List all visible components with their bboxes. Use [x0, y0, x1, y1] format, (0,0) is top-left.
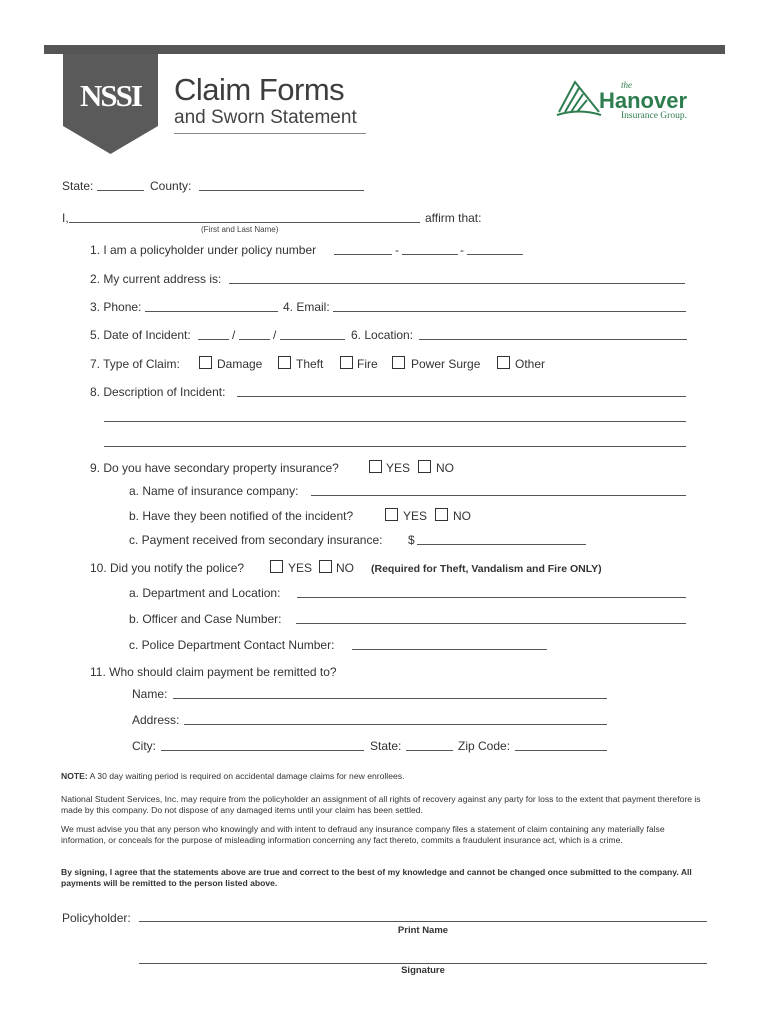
disclaimer-recovery: National Student Services, Inc. may require from the policyholder an assignment of all rights of recovery against any party for loss to the extent that payment therefore is made by this company. Do not dispose of any damaged items until your claim has been settled.	[61, 794, 701, 815]
q10-yes-label: YES	[288, 561, 313, 575]
q9c-label: c. Payment received from secondary insurance:	[129, 533, 383, 547]
q10-yes-checkbox[interactable]	[270, 560, 283, 573]
description-line-2[interactable]	[104, 421, 686, 422]
incident-year-field[interactable]	[280, 339, 345, 340]
checkbox-other[interactable]	[497, 356, 510, 369]
location-field[interactable]	[419, 339, 687, 340]
claim-type-theft: Theft	[296, 357, 324, 371]
q10-no-checkbox[interactable]	[319, 560, 332, 573]
q6-label: 6. Location:	[351, 328, 414, 342]
q10-label: 10. Did you notify the police?	[90, 561, 245, 575]
nssi-logo	[63, 54, 158, 154]
incident-month-field[interactable]	[198, 339, 229, 340]
q9b-no-checkbox[interactable]	[435, 508, 448, 521]
description-line-1[interactable]	[237, 396, 686, 397]
q1-label: 1. I am a policyholder under policy number	[90, 243, 317, 257]
insurance-company-field[interactable]	[311, 495, 686, 496]
print-name-label: Print Name	[397, 925, 449, 936]
q7-label: 7. Type of Claim:	[90, 357, 180, 371]
policy-number-part3[interactable]	[467, 254, 523, 255]
q9-no-label: NO	[436, 461, 454, 475]
payee-zip-field[interactable]	[515, 750, 607, 751]
note-text: A 30 day waiting period is required on accidental damage claims for new enrollees.	[87, 771, 405, 781]
q10a-label: a. Department and Location:	[129, 586, 281, 600]
policy-number-part1[interactable]	[334, 254, 392, 255]
payee-city-field[interactable]	[161, 750, 364, 751]
slash-1: /	[232, 328, 236, 342]
description-line-3[interactable]	[104, 446, 686, 447]
dash-2: -	[460, 243, 464, 257]
q11-name-label: Name:	[132, 687, 168, 701]
dollar-sign: $	[408, 533, 415, 547]
checkbox-damage[interactable]	[199, 356, 212, 369]
q11-address-label: Address:	[132, 713, 180, 727]
page-subtitle: and Sworn Statement	[174, 107, 357, 128]
county-field[interactable]	[199, 190, 364, 191]
county-label: County:	[150, 179, 192, 193]
q10c-label: c. Police Department Contact Number:	[129, 638, 335, 652]
q4-label: 4. Email:	[283, 300, 330, 314]
q9b-label: b. Have they been notified of the incident?	[129, 509, 354, 523]
hanover-logo	[555, 74, 715, 124]
address-field[interactable]	[229, 283, 685, 284]
q11-state-label: State:	[370, 739, 402, 753]
incident-day-field[interactable]	[239, 339, 270, 340]
logo-the: the	[621, 80, 632, 90]
full-name-field[interactable]	[69, 222, 420, 223]
q8-label: 8. Description of Incident:	[90, 385, 226, 399]
secondary-payment-field[interactable]	[417, 544, 586, 545]
claim-type-damage: Damage	[217, 357, 263, 371]
logo-name: Hanover	[599, 88, 688, 113]
signature-field[interactable]	[139, 963, 707, 964]
affirm-label: affirm that:	[425, 211, 482, 225]
q9-no-checkbox[interactable]	[418, 460, 431, 473]
q3-label: 3. Phone:	[90, 300, 142, 314]
claim-type-other: Other	[515, 357, 546, 371]
state-label: State:	[62, 179, 94, 193]
logo-sub: Insurance Group.	[621, 111, 687, 121]
q9b-yes-checkbox[interactable]	[385, 508, 398, 521]
state-field[interactable]	[97, 190, 144, 191]
name-hint: (First and Last Name)	[201, 225, 279, 234]
page-title: Claim Forms	[174, 72, 345, 107]
email-field[interactable]	[333, 311, 686, 312]
claim-type-power-surge: Power Surge	[411, 357, 481, 371]
q9-yes-checkbox[interactable]	[369, 460, 382, 473]
top-bar	[44, 45, 725, 54]
disclaimer-fraud: We must advise you that any person who knowingly and with intent to defraud any insurance company files a statement of claim containing any materially false information, or conceals for the purpose of misleading information concerning any fact thereto, commits a fraudulent insurance act, which is a crime.	[61, 824, 665, 845]
policyholder-label: Policyholder:	[62, 911, 131, 925]
q9-label: 9. Do you have secondary property insurance?	[90, 461, 339, 475]
policy-number-part2[interactable]	[402, 254, 458, 255]
phone-field[interactable]	[145, 311, 278, 312]
q10-no-label: NO	[336, 561, 354, 575]
checkbox-power-surge[interactable]	[392, 356, 405, 369]
note-label: NOTE:	[61, 771, 88, 781]
signing-agreement: By signing, I agree that the statements above are true and correct to the best of my knowledge and cannot be changed once submitted to the company. All payments will be remitted to the person listed above.	[61, 867, 692, 888]
department-location-field[interactable]	[297, 597, 686, 598]
slash-2: /	[273, 328, 277, 342]
officer-case-field[interactable]	[296, 623, 686, 624]
q11-city-label: City:	[132, 739, 156, 753]
q9b-yes-label: YES	[403, 509, 428, 523]
note-line	[61, 771, 711, 782]
checkbox-fire[interactable]	[340, 356, 353, 369]
payee-address-field[interactable]	[184, 724, 607, 725]
q9a-label: a. Name of insurance company:	[129, 484, 299, 498]
payee-state-field[interactable]	[406, 750, 453, 751]
title-divider	[174, 133, 366, 134]
q10-required-note: (Required for Theft, Vandalism and Fire ONLY)	[371, 563, 602, 575]
claim-type-fire: Fire	[357, 357, 378, 371]
q2-label: 2. My current address is:	[90, 272, 222, 286]
q9b-no-label: NO	[453, 509, 471, 523]
q11-zip-label: Zip Code:	[458, 739, 511, 753]
print-name-field[interactable]	[139, 921, 707, 922]
badge-text: NSSI	[80, 78, 141, 113]
signature-label: Signature	[401, 965, 445, 976]
checkbox-theft[interactable]	[278, 356, 291, 369]
dash-1: -	[395, 243, 399, 257]
q5-label: 5. Date of Incident:	[90, 328, 191, 342]
q11-label: 11. Who should claim payment be remitted to?	[90, 665, 337, 679]
police-contact-field[interactable]	[352, 649, 547, 650]
q10b-label: b. Officer and Case Number:	[129, 612, 282, 626]
i-label: I,	[62, 211, 69, 225]
q9-yes-label: YES	[386, 461, 411, 475]
payee-name-field[interactable]	[173, 698, 607, 699]
